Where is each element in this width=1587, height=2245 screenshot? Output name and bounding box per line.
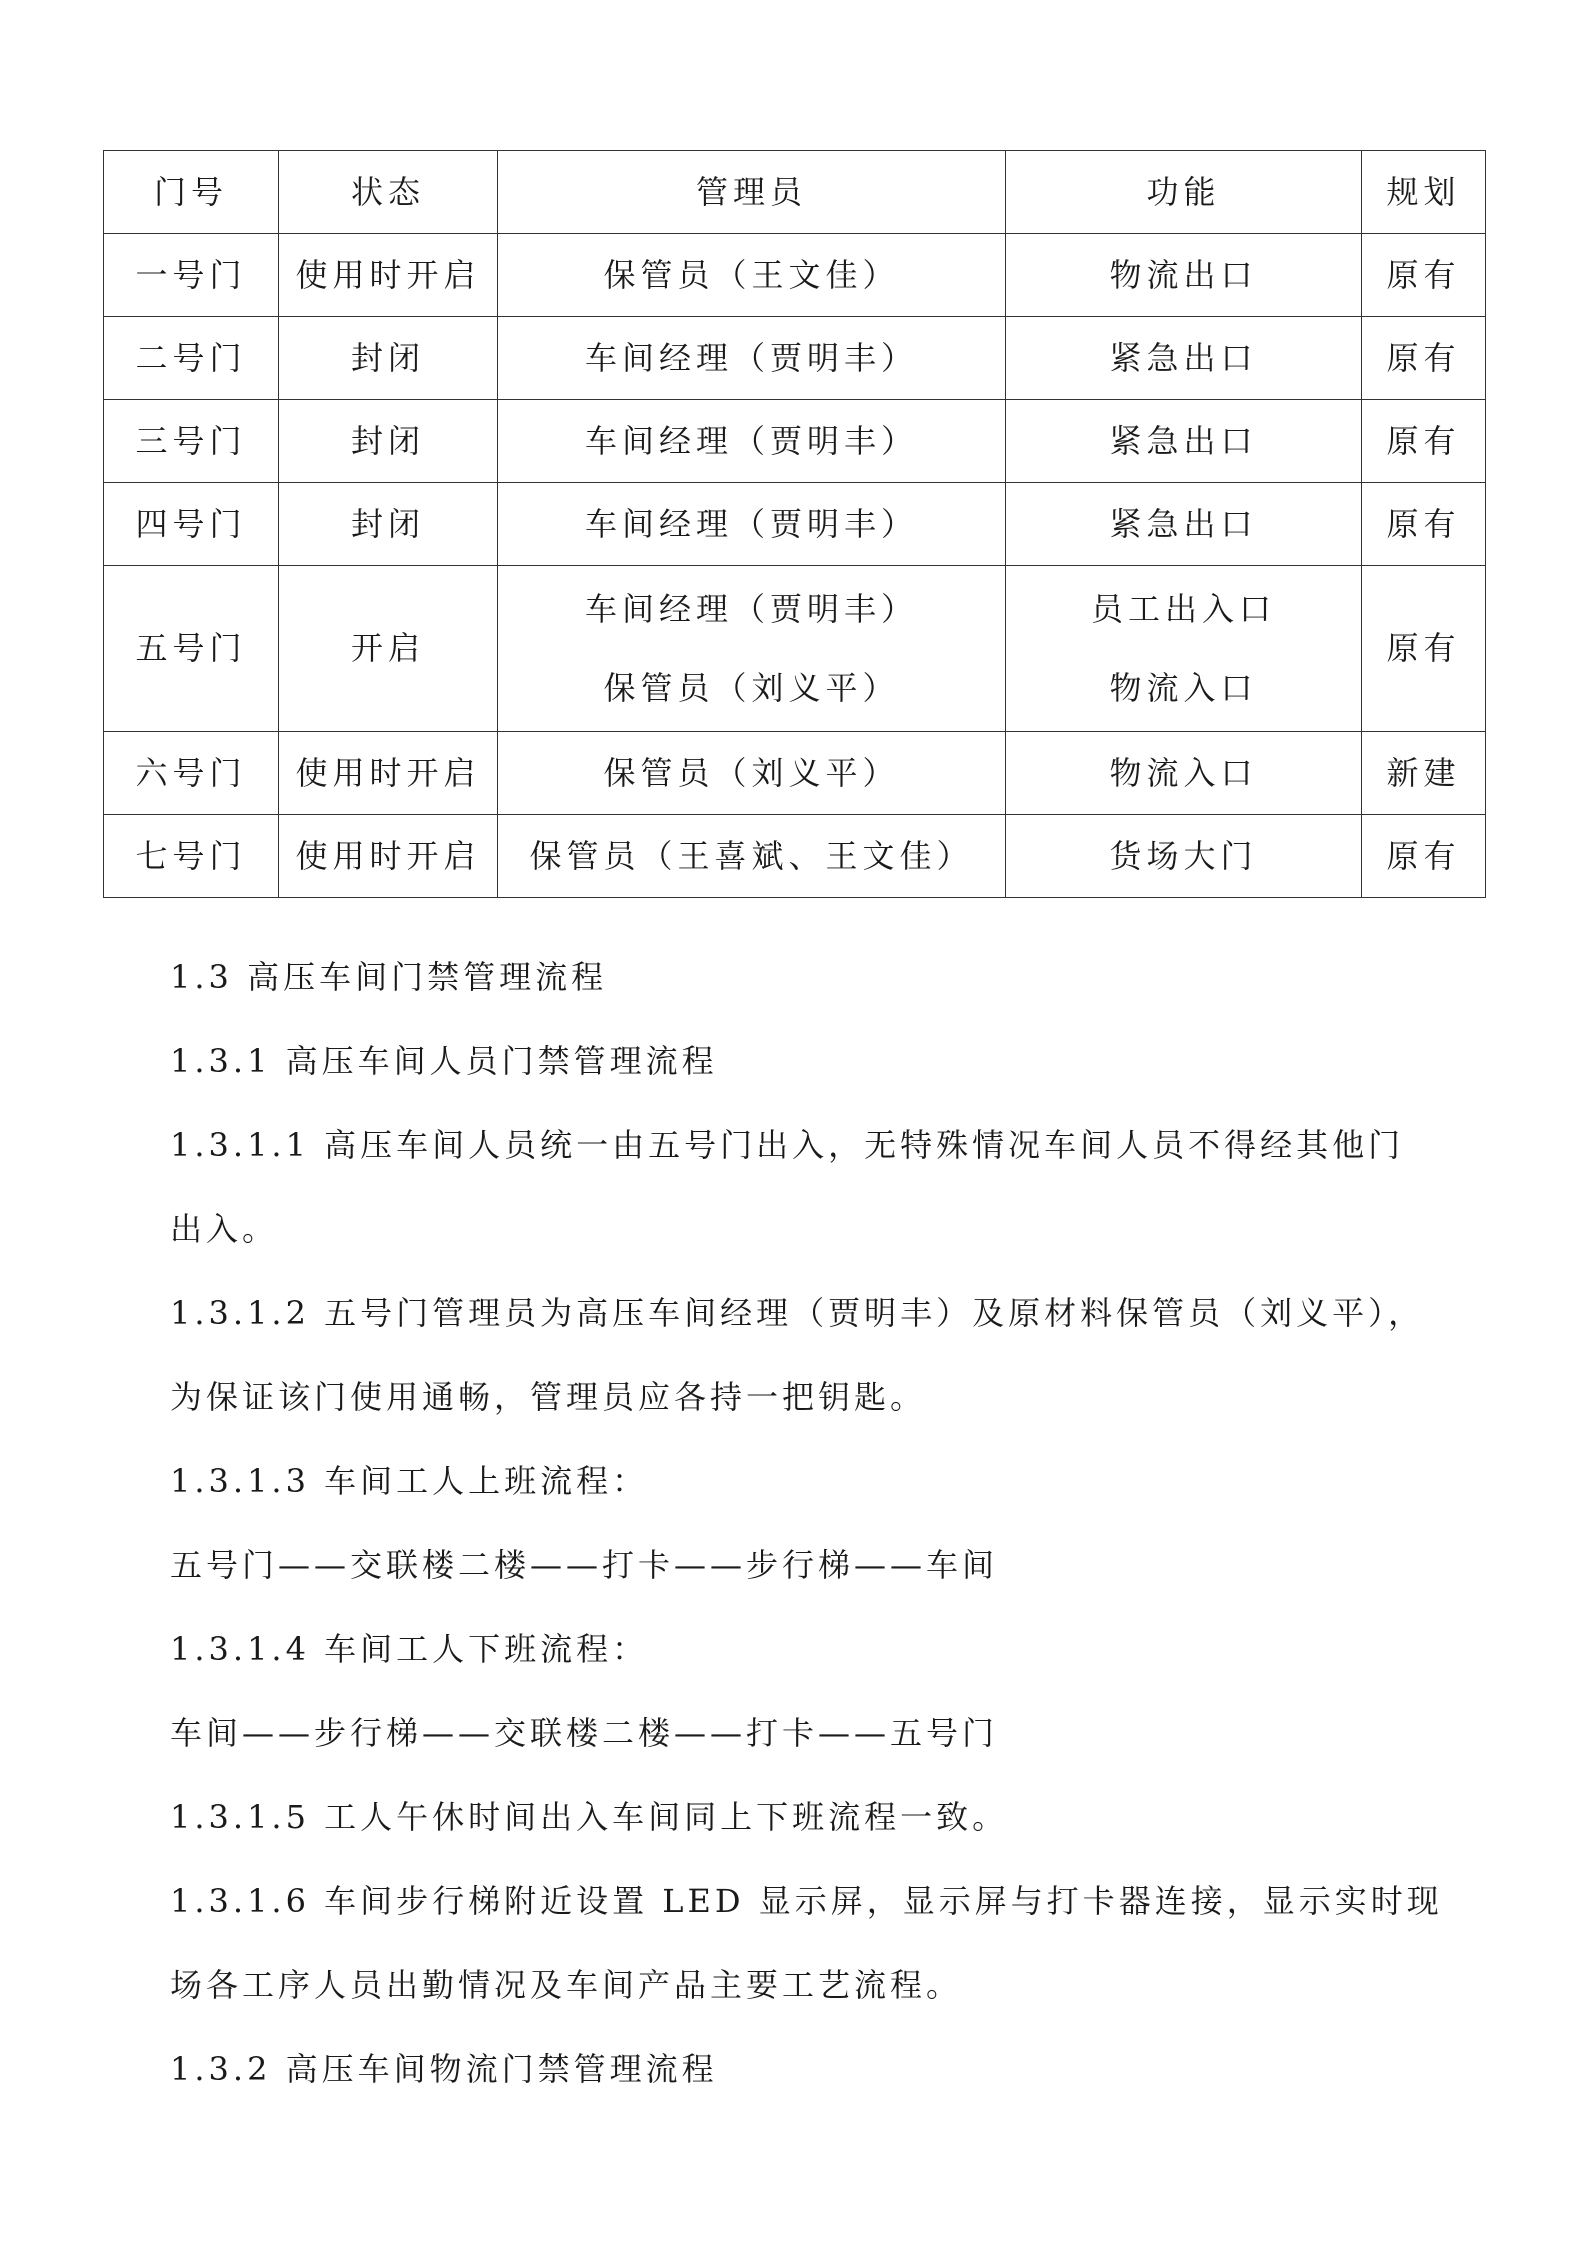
paragraph-line: 1.3.1.3 车间工人上班流程：	[170, 1462, 649, 1500]
table-row	[104, 400, 1486, 483]
cell-function: 紧急出口	[1006, 483, 1362, 566]
paragraph-line: 场各工序人员出勤情况及车间产品主要工艺流程。	[170, 1966, 963, 2004]
cell-door: 五号门	[104, 566, 279, 732]
table-row	[104, 234, 1486, 317]
cell-function	[1006, 566, 1362, 732]
header-state: 状态	[279, 151, 498, 234]
cell-function: 货场大门	[1006, 815, 1362, 898]
table-row	[104, 815, 1486, 898]
subsection-heading: 1.3.2 高压车间物流门禁管理流程	[170, 2050, 718, 2088]
flow-line: 五号门——交联楼二楼——打卡——步行梯——车间	[170, 1546, 999, 1584]
paragraph-line: 1.3.1.6 车间步行梯附近设置 LED 显示屏，显示屏与打卡器连接，显示实时现	[170, 1882, 1443, 1920]
cell-plan: 原有	[1362, 483, 1486, 566]
cell-plan: 原有	[1362, 317, 1486, 400]
cell-state: 使用时开启	[279, 732, 498, 815]
cell-door: 六号门	[104, 732, 279, 815]
cell-plan: 新建	[1362, 732, 1486, 815]
function-line: 员工出入口	[1090, 590, 1276, 629]
table-row	[104, 732, 1486, 815]
cell-state: 封闭	[279, 483, 498, 566]
cell-door: 二号门	[104, 317, 279, 400]
header-door: 门号	[104, 151, 279, 234]
table-row	[104, 566, 1486, 732]
cell-plan: 原有	[1362, 815, 1486, 898]
cell-admin: 车间经理（贾明丰）	[498, 400, 1006, 483]
cell-admin: 车间经理（贾明丰）	[498, 317, 1006, 400]
door-table	[103, 150, 1486, 898]
admin-line: 保管员（刘义平）	[603, 668, 900, 707]
body-text	[170, 935, 1460, 2111]
cell-function: 紧急出口	[1006, 317, 1362, 400]
cell-plan: 原有	[1362, 234, 1486, 317]
cell-admin	[498, 566, 1006, 732]
paragraph-line: 为保证该门使用通畅，管理员应各持一把钥匙。	[170, 1378, 927, 1416]
header-admin: 管理员	[498, 151, 1006, 234]
cell-state: 使用时开启	[279, 234, 498, 317]
subsection-heading: 1.3.1 高压车间人员门禁管理流程	[170, 1042, 718, 1080]
function-line: 物流入口	[1109, 668, 1258, 707]
paragraph-line: 1.3.1.5 工人午休时间出入车间同上下班流程一致。	[170, 1798, 1009, 1836]
cell-door: 四号门	[104, 483, 279, 566]
cell-function: 物流出口	[1006, 234, 1362, 317]
cell-door: 七号门	[104, 815, 279, 898]
cell-admin: 保管员（王文佳）	[498, 234, 1006, 317]
admin-line: 车间经理（贾明丰）	[584, 590, 918, 629]
header-plan: 规划	[1362, 151, 1486, 234]
cell-state: 封闭	[279, 400, 498, 483]
cell-function: 紧急出口	[1006, 400, 1362, 483]
paragraph-line: 出入。	[170, 1210, 279, 1248]
header-function: 功能	[1006, 151, 1362, 234]
flow-line: 车间——步行梯——交联楼二楼——打卡——五号门	[170, 1714, 999, 1752]
cell-function: 物流入口	[1006, 732, 1362, 815]
cell-door: 三号门	[104, 400, 279, 483]
cell-admin: 保管员（刘义平）	[498, 732, 1006, 815]
cell-plan: 原有	[1362, 400, 1486, 483]
table-row	[104, 317, 1486, 400]
cell-door: 一号门	[104, 234, 279, 317]
table-header-row	[104, 151, 1486, 234]
paragraph-line: 1.3.1.1 高压车间人员统一由五号门出入，无特殊情况车间人员不得经其他门	[170, 1126, 1405, 1164]
cell-plan: 原有	[1362, 566, 1486, 732]
cell-state: 开启	[279, 566, 498, 732]
section-heading: 1.3 高压车间门禁管理流程	[170, 958, 608, 996]
cell-admin: 保管员（王喜斌、王文佳）	[498, 815, 1006, 898]
table-row	[104, 483, 1486, 566]
cell-admin: 车间经理（贾明丰）	[498, 483, 1006, 566]
cell-state: 使用时开启	[279, 815, 498, 898]
paragraph-line: 1.3.1.4 车间工人下班流程：	[170, 1630, 649, 1668]
paragraph-line: 1.3.1.2 五号门管理员为高压车间经理（贾明丰）及原材料保管员（刘义平），	[170, 1294, 1425, 1332]
cell-state: 封闭	[279, 317, 498, 400]
